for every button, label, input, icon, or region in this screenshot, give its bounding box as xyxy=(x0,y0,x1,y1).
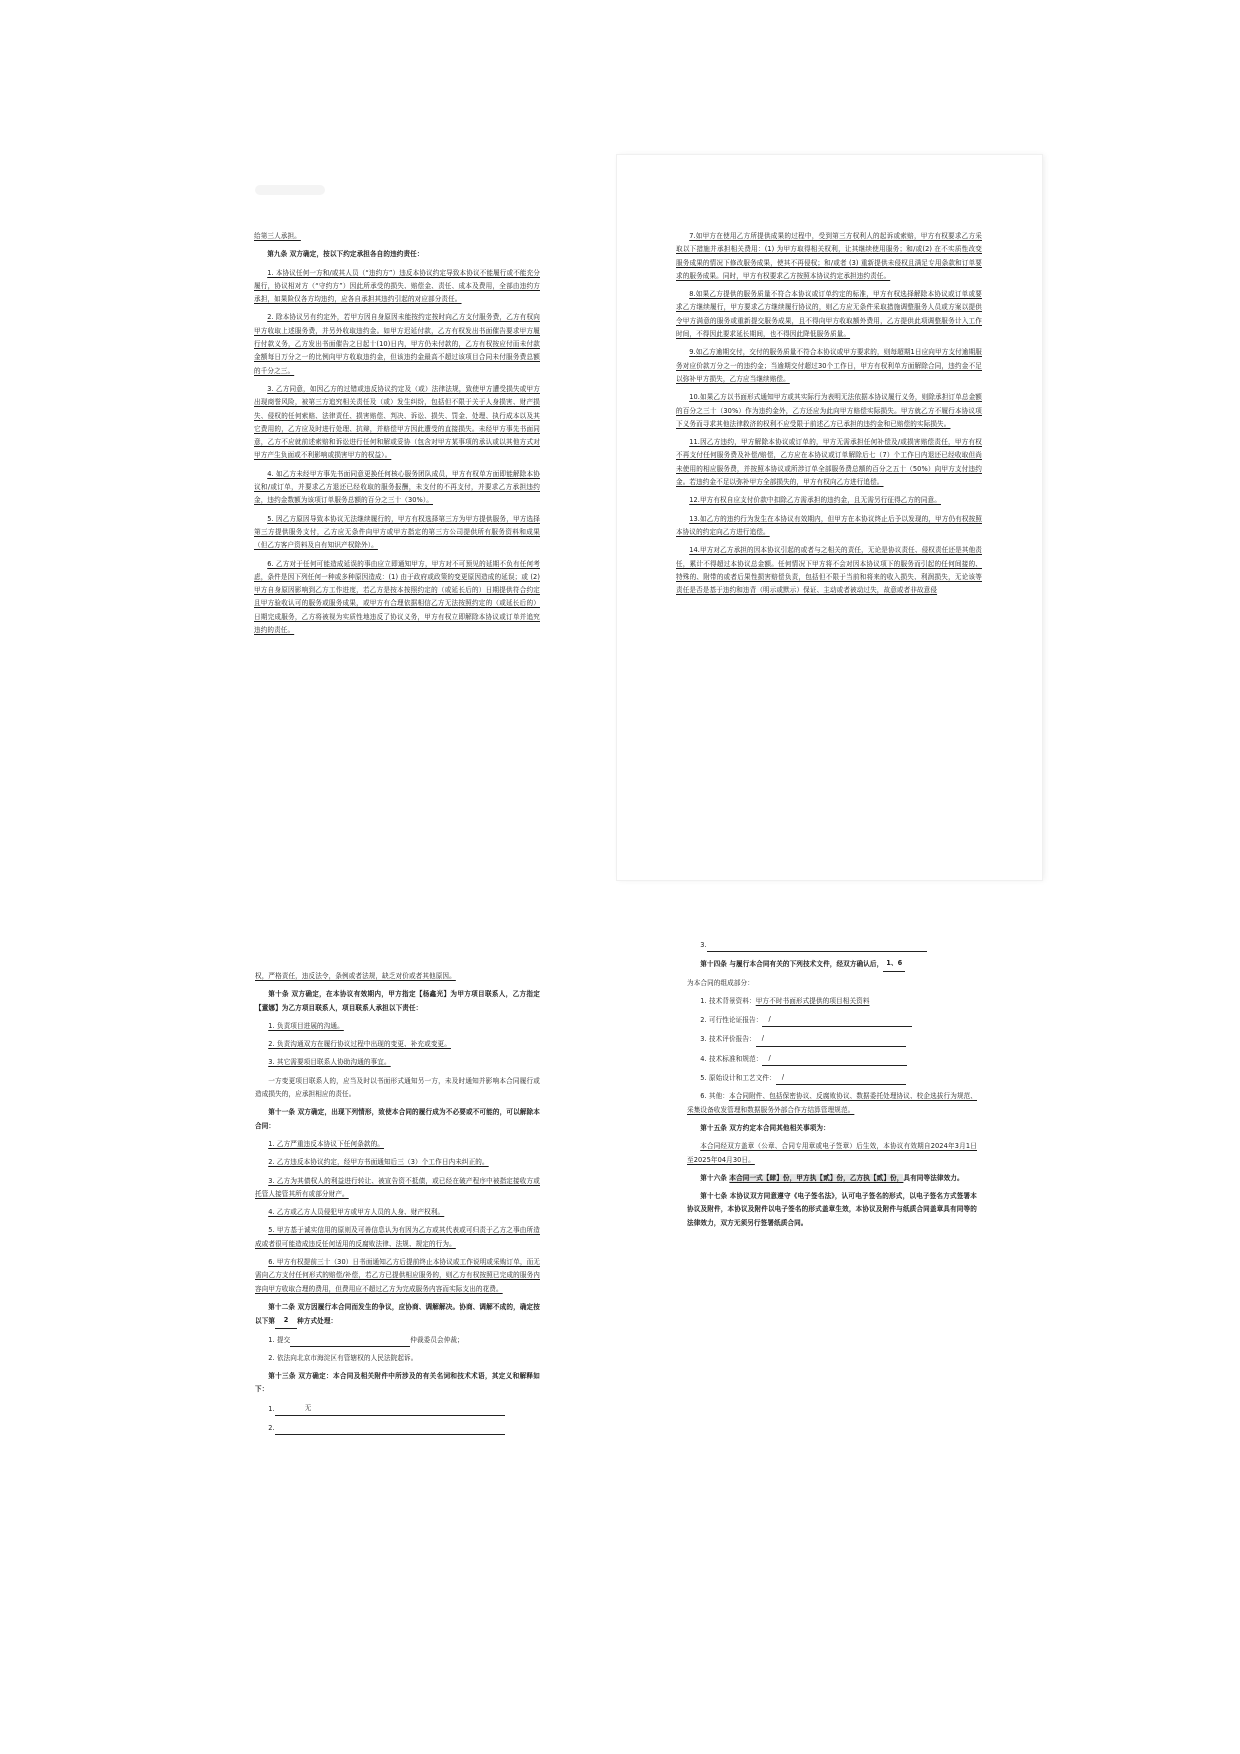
list-label: 1. 技术背景资料： xyxy=(700,996,756,1005)
paragraph: 给第三人承担。 xyxy=(254,232,301,240)
list-item xyxy=(687,1013,977,1027)
list-label: 4. 技术标准和规范： xyxy=(700,1054,763,1063)
list-item xyxy=(687,1032,977,1046)
article-heading: 第十五条 双方约定本合同其他相关事项为： xyxy=(700,1123,830,1132)
blank-field xyxy=(275,1421,505,1435)
list-label: 3. 技术评价报告： xyxy=(700,1035,756,1044)
list-item: 2. 乙方违反本协议约定，经甲方书面通知后三（3）个工作日内未纠正的。 xyxy=(268,1158,489,1167)
paragraph: 7.如甲方在使用乙方所提供成果的过程中，受到第三方权利人的起诉或索赔，甲方有权要求乙方采取以下措施并承担相关费用：(1) 为甲方取得相关权利，让其继续使用服务；和/或(2) 在不实质性改变服务成果的情况下修改服务成果，使其不再侵权；和/或者 (3) 重新提供未侵权且满足专用条款和订单要求的服务成果。同时，甲方有权要求乙方按照本协议约定承担违约责任。 xyxy=(676,232,982,280)
article-heading: 第十七条 本协议双方同意遵守《电子签名法》，认可电子签名的形式，以电子签名方式签署本协议及附件，本协议及附件以电子签名的形式盖章生效，本协议及附件与纸质合同盖章具有同等的法律效力，双方无须另行签署纸质合同。 xyxy=(687,1192,977,1227)
list-item: 3. 其它需要项目联系人协助沟通的事宜。 xyxy=(268,1058,391,1067)
list-item: 5. 甲方基于诚实信用的原则及可善信息认为有因为乙方或其代表或可归责于乙方之事由所造成或者很可能造成违反任何适用的反腐败法律、法规、规定的行为。 xyxy=(255,1226,540,1248)
document-page-3 xyxy=(185,905,610,1565)
blank-field xyxy=(707,938,927,952)
list-item xyxy=(255,1402,540,1416)
article-heading: 第十条 双方确定，在本协议有效期内，甲方指定【杨鑫光】为甲方项目联系人，乙方指定【董娜】为乙方项目联系人，项目联系人承担以下责任： xyxy=(255,990,540,1012)
blank-field: / xyxy=(762,1013,912,1027)
list-item xyxy=(687,1090,977,1117)
paragraph: 11.因乙方违约，甲方解除本协议或订单的，甲方无需承担任何补偿及/或损害赔偿责任，甲方有权不再支付任何服务费及补偿/赔偿，乙方应在本协议或订单解除后七（7）个工作日内退还已经收取但尚未使用的相应服务费，并按照本协议或所涉订单全部服务费总额的百分之五十（50%）向甲方支付违约金。若违约金不足以弥补甲方全部损失的，甲方有权向乙方进行追偿。 xyxy=(676,438,982,487)
paragraph: 2. 除本协议另有约定外，若甲方因自身原因未能按约定按时向乙方支付服务费，乙方有权向甲方收取上述服务费，并另外收取违约金。如甲方迟延付款，乙方有权发出书面催告要求甲方履行付款义务，乙方发出书面催告之日起十(10)日内，甲方仍未付款的，乙方有权按应付而未付款金额每日万分之一的比例向甲方收取违约金，但该违约金最高不超过该项目合同未付服务费总额的千分之三。 xyxy=(254,313,540,375)
paragraph: 3. 乙方同意，如因乙方的过错或违反协议约定及（或）法律法规，致使甲方遭受损失或甲方出现商誉风险，被第三方追究相关责任及（或）发生纠纷，包括但不限于关于人身损害、财产损失、侵权的任何索赔、法律责任、损害赔偿、判决、诉讼、损失、罚金、处理、执行成本以及其它费用的，乙方应及时进行处理、抗辩，并赔偿甲方因此遭受的直接损失。未经甲方事先书面同意，乙方不应就前述索赔和诉讼进行任何和解或妥协（包含对甲方某事项的承认或以其他方式对甲方产生负面或不利影响或损害甲方的权益）。 xyxy=(254,384,540,460)
paragraph: 5. 因乙方原因导致本协议无法继续履行的，甲方有权选择第三方为甲方提供服务，甲方选择第三方提供服务支付，乙方应无条件向甲方或甲方指定的第三方公司提供所有服务资料和成果（但乙方客户资料及自有知识产权除外）。 xyxy=(254,514,540,550)
article-text: 第十二条 双方因履行本合同而发生的争议，应协商、调解解决。协商、调解不成的，确定按以下第 xyxy=(255,1302,540,1326)
article-text: 种方式处理： xyxy=(297,1317,338,1326)
page-smudge xyxy=(255,185,325,195)
article-text: 具有同等法律效力。 xyxy=(903,1173,964,1182)
paragraph: 8.如果乙方提供的服务质量不符合本协议或订单约定的标准，甲方有权选择解除本协议或订单或要求乙方继续履行，甲方要求乙方继续履行协议的，则乙方应无条件采取措施调整服务人员或方案以提供令甲方满意的服务或重新提交服务成果，且不得向甲方收取额外费用，乙方提供此项调整服务计入工作时间，不得因此要求延长期间，也不得因此降低服务质量。 xyxy=(676,290,982,339)
paragraph: 1. 本协议任何一方和/或其人员（“违约方”）违反本协议约定导致本协议不能履行或不能充分履行，协议相对方（“守约方”）因此所承受的损失、赔偿金、责任、成本及费用，全部由违约方承担，如果险仅各方均违约，应各自承担其违约引起的对应部分责任。 xyxy=(254,268,540,304)
blank-field xyxy=(290,1346,410,1347)
page-2-text xyxy=(676,230,982,602)
document-page-4 xyxy=(622,905,1042,1565)
article-heading xyxy=(255,1301,540,1329)
list-value: 本合同附件、包括保密协议、反腐败协议、数据委托处理协议、校企选拔行为规范、采集设备收发管理和数据服务外部合作方结算管理规范。 xyxy=(687,1092,977,1114)
paragraph: 9.如乙方逾期交付，交付的服务质量不符合本协议或甲方要求的，则每超期1日应向甲方支付逾期服务对应价款万分之一的违约金；当逾期交付超过30个工作日，甲方有权利单方面解除合同，违约金不足以弥补甲方损失，乙方应当继续赔偿。 xyxy=(676,348,982,383)
list-item xyxy=(687,938,977,952)
list-item xyxy=(687,995,977,1008)
highlighted-text: 本合同一式【肆】份，甲方执【贰】份，乙方执【贰】份， xyxy=(729,1173,904,1182)
article-heading: 第十三条 双方确定：本合同及相关附件中所涉及的有关名词和技术术语，其定义和解释如下： xyxy=(255,1372,540,1394)
list-text: 仲裁委员会仲裁； xyxy=(410,1335,464,1344)
page-1-text xyxy=(254,230,540,642)
list-item xyxy=(255,1421,540,1435)
list-item xyxy=(687,1071,977,1085)
page-3-text xyxy=(255,970,540,1440)
article-text: 第十四条 与履行本合同有关的下列技术文件，经双方确认后， xyxy=(700,960,884,969)
article-heading: 第九条 双方确定，按以下约定承担各自的违约责任： xyxy=(267,250,424,259)
choice-field: 2 xyxy=(275,1314,297,1328)
article-heading xyxy=(687,1172,977,1185)
paragraph: 一方变更项目联系人的，应当及时以书面形式通知另一方，未及时通知并影响本合同履行或造成损失的，应承担相应的责任。 xyxy=(255,1076,540,1099)
list-item: 2. 依法向北京市海淀区有管辖权的人民法院起诉。 xyxy=(268,1353,418,1362)
list-label: 2. xyxy=(268,1424,275,1433)
list-item: 6. 甲方有权提前三十（30）日书面通知乙方后提前终止本协议或工作说明或采购订单，而无需向乙方支付任何形式的赔偿/补偿，若乙方已提供相应服务的，则乙方有权按照已完成的服务内容向甲方收取合理的费用，但费用应不超过乙方为完成服务内容而实际支出的花费。 xyxy=(255,1258,540,1293)
article-heading: 第十一条 双方确定，出现下列情形，致使本合同的履行成为不必要或不可能的，可以解除本合同： xyxy=(255,1108,540,1130)
list-label: 6. 其他： xyxy=(700,1092,729,1101)
blank-field: 无 xyxy=(275,1402,505,1416)
document-page-2 xyxy=(617,155,1042,880)
list-label: 1. 提交 xyxy=(268,1335,291,1344)
choice-field: 1、6 xyxy=(883,957,905,971)
document-page-1 xyxy=(200,155,610,880)
list-item: 1. 乙方严重违反本协议下任何条款的。 xyxy=(268,1139,384,1148)
blank-field: / xyxy=(756,1032,906,1046)
article-heading xyxy=(687,957,977,971)
list-item: 4. 乙方或乙方人员侵犯甲方或甲方人员的人身、财产权利。 xyxy=(268,1208,445,1217)
article-text: 第十六条 xyxy=(700,1173,727,1182)
list-label: 5. 原始设计和工艺文件： xyxy=(700,1074,776,1083)
paragraph: 权，严格责任，违反法令，条例或者法规，缺乏对价或者其他原因。 xyxy=(255,972,456,980)
list-label: 3. xyxy=(700,941,707,949)
list-item xyxy=(255,1334,540,1347)
paragraph: 6. 乙方对于任何可能造成延误的事由应立即通知甲方，甲方对不可预见的延期不负有任何考虑，条件是因下列任何一种或多种原因造成：(1) 由于政府或政策的变更原因造成的延误；或 (2) 甲方自身原因影响到乙方工作进度，若乙方是按本按照约定的（或延长后的）日期提供符合约定且甲方验收认可的服务或服务成果，或甲方有合理依据相信乙方无法按照约定的（或延长后的）日期完成服务，乙方将被视为实质性地违反了协议义务，甲方有权立即解除本协议或订单并追究违约的责任。 xyxy=(254,559,540,635)
page-4-text xyxy=(687,938,977,1235)
paragraph: 14.甲方对乙方承担的因本协议引起的或者与之相关的责任，无论是协议责任、侵权责任还是其他责任，累计不得超过本协议总金额。任何情况下甲方将不会对因本协议项下的服务而引起的任何间接的、特殊的、附带的或者后果性损害赔偿负责，包括但不限于当前和将来的收入损失、利润损失，无论该等责任是否是基于违约和违背（明示或默示）保证、主动或者被动过失，故意或者非故意侵 xyxy=(676,546,982,595)
list-item: 2. 负责沟通双方在履行协议过程中出现的变更、补充或变更。 xyxy=(268,1040,451,1049)
paragraph: 4. 如乙方未经甲方事先书面同意更换任何核心服务团队成员，甲方有权单方面即能解除本协议和/或订单，并要求乙方退还已经收取的服务报酬，未支付的不再支付，并要求乙方承担违约金，违约金数额为该项订单服务总额的百分之三十（30%）。 xyxy=(254,469,540,505)
paragraph: 10.如果乙方以书面形式通知甲方或其实际行为表明无法依据本协议履行义务，则除承担订单总金额的百分之三十（30%）作为违约金外，乙方还应为此向甲方赔偿实际损失。甲方就乙方不履行本协议项下义务而寻求其他法律救济的权利不应受限于前述乙方已承担的违约金和已赔偿的实际损失。 xyxy=(676,393,982,428)
list-label: 2. 可行性论证报告： xyxy=(700,1016,763,1025)
list-item: 3. 乙方为其债权人的利益进行转让、被宣告资不抵债，或已经在破产程序中被指定接收方或托管人接管其所有或部分财产。 xyxy=(255,1176,540,1198)
list-value: 甲方不时书面形式提供的项目相关资料 xyxy=(755,996,870,1005)
paragraph: 12.甲方有权自应支付价款中扣除乙方需承担的违约金，且无需另行征得乙方的同意。 xyxy=(689,496,941,505)
paragraph: 13.如乙方的违约行为发生在本协议有效期内，但甲方在本协议终止后予以发现的，甲方仍有权按照本协议的约定向乙方进行追偿。 xyxy=(676,514,982,536)
list-label: 1. xyxy=(268,1404,275,1413)
blank-field: / xyxy=(776,1071,906,1085)
list-item: 1. 负责项目进展的沟通。 xyxy=(268,1021,344,1030)
list-item xyxy=(687,1052,977,1066)
paragraph: 本合同经双方盖章（公章、合同专用章或电子签章）后生效，本协议有效期自2024年3月1日至2025年04月30日。 xyxy=(687,1142,977,1164)
blank-field: / xyxy=(762,1052,907,1066)
paragraph: 为本合同的组成部分： xyxy=(687,978,754,987)
